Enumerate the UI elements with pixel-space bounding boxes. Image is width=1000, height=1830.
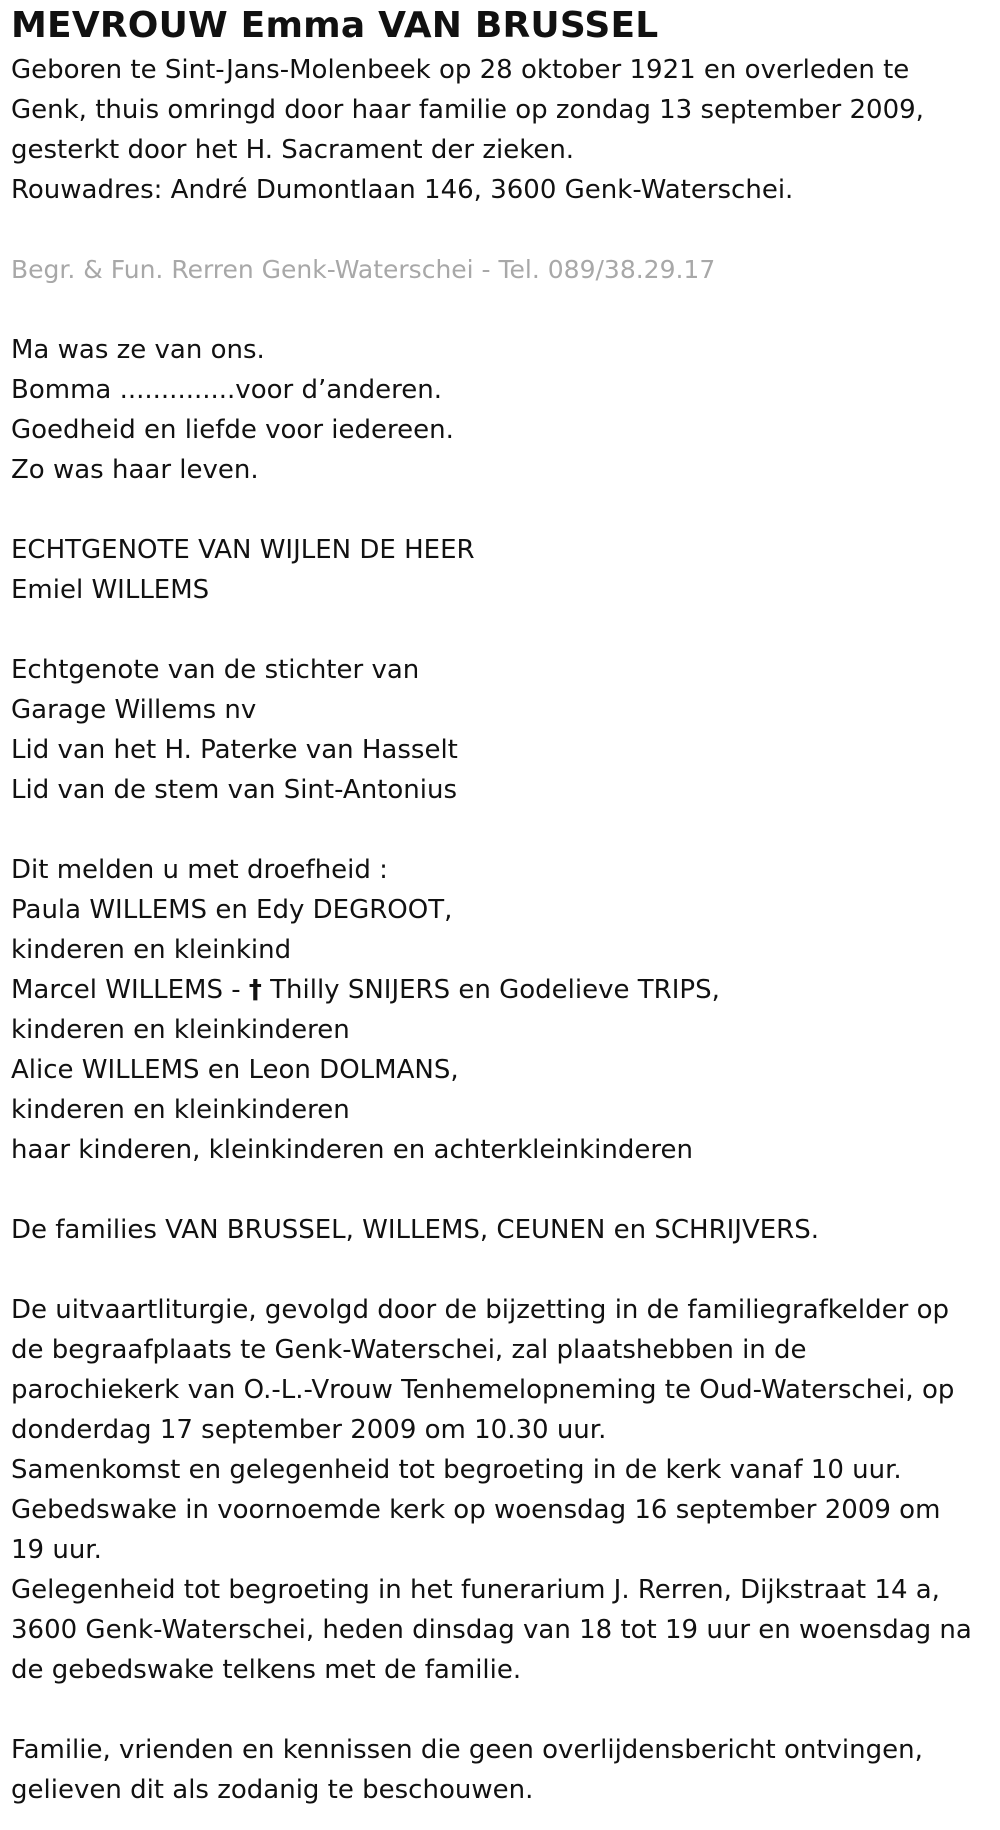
role-line: Garage Willems nv [11,695,257,725]
closing-line: gelieven dit als zodanig te beschouwen. [11,1775,534,1805]
spacer [11,1250,989,1290]
intro-block [11,50,989,210]
role-line: Lid van het H. Paterke van Hasselt [11,735,458,765]
spacer [11,290,989,330]
poem-block [11,330,989,490]
poem-line: Ma was ze van ons. [11,335,265,365]
poem-line: Zo was haar leven. [11,455,259,485]
ceremony-line: Gelegenheid tot begroeting in het funerarium J. Rerren, Dijkstraat 14 a, [11,1575,940,1605]
spacer [11,1170,989,1210]
spacer [11,490,989,530]
families-line: De families VAN BRUSSEL, WILLEMS, CEUNEN en SCHRIJVERS. [11,1215,820,1245]
families-block [11,1210,989,1250]
announcers-block [11,850,989,1170]
spouse-block [11,530,989,610]
roles-block [11,650,989,810]
ceremony-line: 19 uur. [11,1535,102,1565]
ceremony-line: 3600 Genk-Waterschei, heden dinsdag van 18 tot 19 uur en woensdag na [11,1615,972,1645]
role-line: Lid van de stem van Sint-Antonius [11,775,457,805]
announcer-name: Thilly SNIJERS en Godelieve TRIPS, [261,975,720,1005]
funeral-home-block [11,250,989,290]
spouse-heading: ECHTGENOTE VAN WIJLEN DE HEER [11,535,475,565]
ceremony-line: De uitvaartliturgie, gevolgd door de bijzetting in de familiegrafkelder op [11,1295,950,1325]
obituary-title: MEVROUW Emma VAN BRUSSEL [11,5,659,46]
spacer [11,210,989,250]
announcer-line: Paula WILLEMS en Edy DEGROOT, [11,895,453,925]
spacer [11,1690,989,1730]
closing-block [11,1730,989,1810]
announcer-line: kinderen en kleinkind [11,935,292,965]
ceremony-line: donderdag 17 september 2009 om 10.30 uur. [11,1415,607,1445]
cross-icon: † [248,975,262,1005]
announcers-intro: Dit melden u met droefheid : [11,855,388,885]
announcer-line: haar kinderen, kleinkinderen en achterkleinkinderen [11,1135,693,1165]
announcer-line: kinderen en kleinkinderen [11,1015,350,1045]
poem-line: Goedheid en liefde voor iedereen. [11,415,454,445]
announcer-line [11,970,989,1010]
announcer-name: Marcel WILLEMS - [11,975,249,1005]
announcer-line: Alice WILLEMS en Leon DOLMANS, [11,1055,459,1085]
spacer [11,810,989,850]
ceremony-line: parochiekerk van O.-L.-Vrouw Tenhemelopneming te Oud-Waterschei, op [11,1375,955,1405]
ceremony-line: de begraafplaats te Genk-Waterschei, zal plaatshebben in de [11,1335,807,1365]
mourning-address: Rouwadres: André Dumontlaan 146, 3600 Genk-Waterschei. [11,175,794,205]
funeral-home-contact: Begr. & Fun. Rerren Genk-Waterschei - Tel. 089/38.29.17 [11,255,716,284]
intro-line: gesterkt door het H. Sacrament der zieken. [11,135,575,165]
intro-line: Genk, thuis omringd door haar familie op zondag 13 september 2009, [11,95,924,125]
closing-line: Familie, vrienden en kennissen die geen overlijdensbericht ontvingen, [11,1735,923,1765]
role-line: Echtgenote van de stichter van [11,655,420,685]
ceremony-block [11,1290,989,1690]
poem-line: Bomma ..............voor d’anderen. [11,375,442,405]
intro-line: Geboren te Sint-Jans-Molenbeek op 28 oktober 1921 en overleden te [11,55,910,85]
ceremony-line: Samenkomst en gelegenheid tot begroeting in de kerk vanaf 10 uur. [11,1455,902,1485]
spouse-name: Emiel WILLEMS [11,575,210,605]
announcer-line: kinderen en kleinkinderen [11,1095,350,1125]
ceremony-line: de gebedswake telkens met de familie. [11,1655,522,1685]
spacer [11,610,989,650]
ceremony-line: Gebedswake in voornoemde kerk op woensdag 16 september 2009 om [11,1495,941,1525]
